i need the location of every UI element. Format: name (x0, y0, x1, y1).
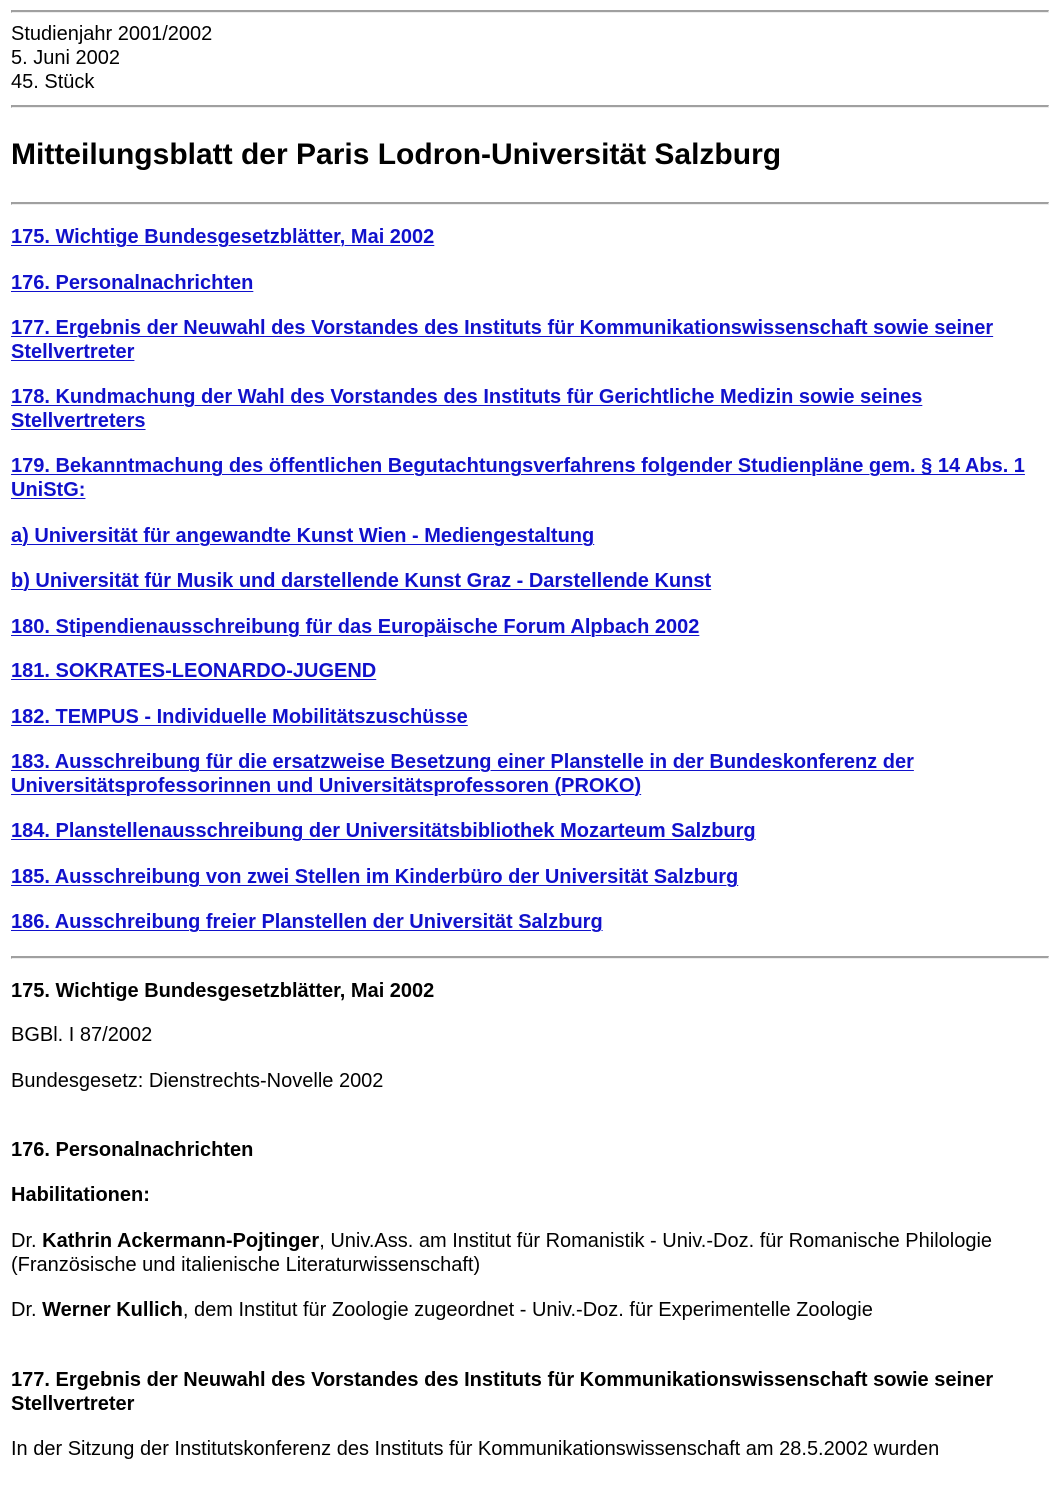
toc-link-179a[interactable]: a) Universität für angewandte Kunst Wien - Mediengestaltung (11, 525, 595, 547)
horizontal-rule (11, 10, 1049, 13)
entry-text: , Univ.Ass. am Institut für Romanistik - Univ.-Doz. für Romanische Philologie (Französische und italienische Literaturwissenschaft) (11, 1230, 993, 1276)
habilitation-entry (11, 1298, 1041, 1322)
issue-number: 45. Stück (11, 71, 95, 93)
toc-link-177[interactable]: 177. Ergebnis der Neuwahl des Vorstandes des Instituts für Kommunikationswissenschaft sowie seiner Stellvertreter (11, 317, 994, 363)
section-175-law: Bundesgesetz: Dienstrechts-Novelle 2002 (11, 1070, 384, 1092)
habilitation-entry (11, 1229, 1041, 1277)
toc-link-176[interactable]: 176. Personalnachrichten (11, 272, 254, 294)
horizontal-rule (11, 956, 1049, 959)
toc-link-175[interactable]: 175. Wichtige Bundesgesetzblätter, Mai 2002 (11, 226, 435, 248)
study-year: Studienjahr 2001/2002 (11, 23, 213, 45)
toc-link-183[interactable]: 183. Ausschreibung für die ersatzweise Besetzung einer Planstelle in der Bundeskonferenz der Universitätsprofessorinnen und Universitätsprofessoren (PROKO) (11, 751, 914, 797)
toc-link-181[interactable]: 181. SOKRATES-LEONARDO-JUGEND (11, 660, 377, 682)
issue-header (11, 22, 212, 94)
toc-link-184[interactable]: 184. Planstellenausschreibung der Universitätsbibliothek Mozarteum Salzburg (11, 820, 756, 842)
section-175-bgbl: BGBl. I 87/2002 (11, 1024, 153, 1046)
issue-date: 5. Juni 2002 (11, 47, 120, 69)
toc-link-180[interactable]: 180. Stipendienausschreibung für das Europäische Forum Alpbach 2002 (11, 616, 700, 638)
section-175-heading: 175. Wichtige Bundesgesetzblätter, Mai 2002 (11, 980, 435, 1002)
horizontal-rule (11, 202, 1049, 205)
toc-link-185[interactable]: 185. Ausschreibung von zwei Stellen im Kinderbüro der Universität Salzburg (11, 866, 739, 888)
section-177-heading: 177. Ergebnis der Neuwahl des Vorstandes des Instituts für Kommunikationswissenschaft sowie seiner Stellvertreter (11, 1369, 994, 1415)
entry-prefix: Dr. (11, 1230, 43, 1252)
entry-text: , dem Institut für Zoologie zugeordnet - Univ.-Doz. für Experimentelle Zoologie (182, 1299, 873, 1321)
page-title: Mitteilungsblatt der Paris Lodron-Universität Salzburg (11, 138, 782, 171)
section-176-subheading: Habilitationen: (11, 1184, 150, 1206)
toc-link-178[interactable]: 178. Kundmachung der Wahl des Vorstandes des Instituts für Gerichtliche Medizin sowie seines Stellvertreters (11, 386, 923, 432)
toc-link-179b[interactable]: b) Universität für Musik und darstellende Kunst Graz - Darstellende Kunst (11, 570, 712, 592)
section-177-text: In der Sitzung der Institutskonferenz des Instituts für Kommunikationswissenschaft am 28.5.2002 wurden (11, 1438, 940, 1460)
entry-prefix: Dr. (11, 1299, 43, 1321)
horizontal-rule (11, 105, 1049, 108)
section-176-heading: 176. Personalnachrichten (11, 1139, 254, 1161)
toc-link-182[interactable]: 182. TEMPUS - Individuelle Mobilitätszuschüsse (11, 706, 468, 728)
person-name: Kathrin Ackermann-Pojtinger (42, 1230, 320, 1252)
toc-link-179[interactable]: 179. Bekanntmachung des öffentlichen Begutachtungsverfahrens folgender Studienpläne gem. § 14 Abs. 1 UniStG: (11, 455, 1025, 501)
person-name: Werner Kullich (42, 1299, 183, 1321)
toc-link-186[interactable]: 186. Ausschreibung freier Planstellen der Universität Salzburg (11, 911, 603, 933)
